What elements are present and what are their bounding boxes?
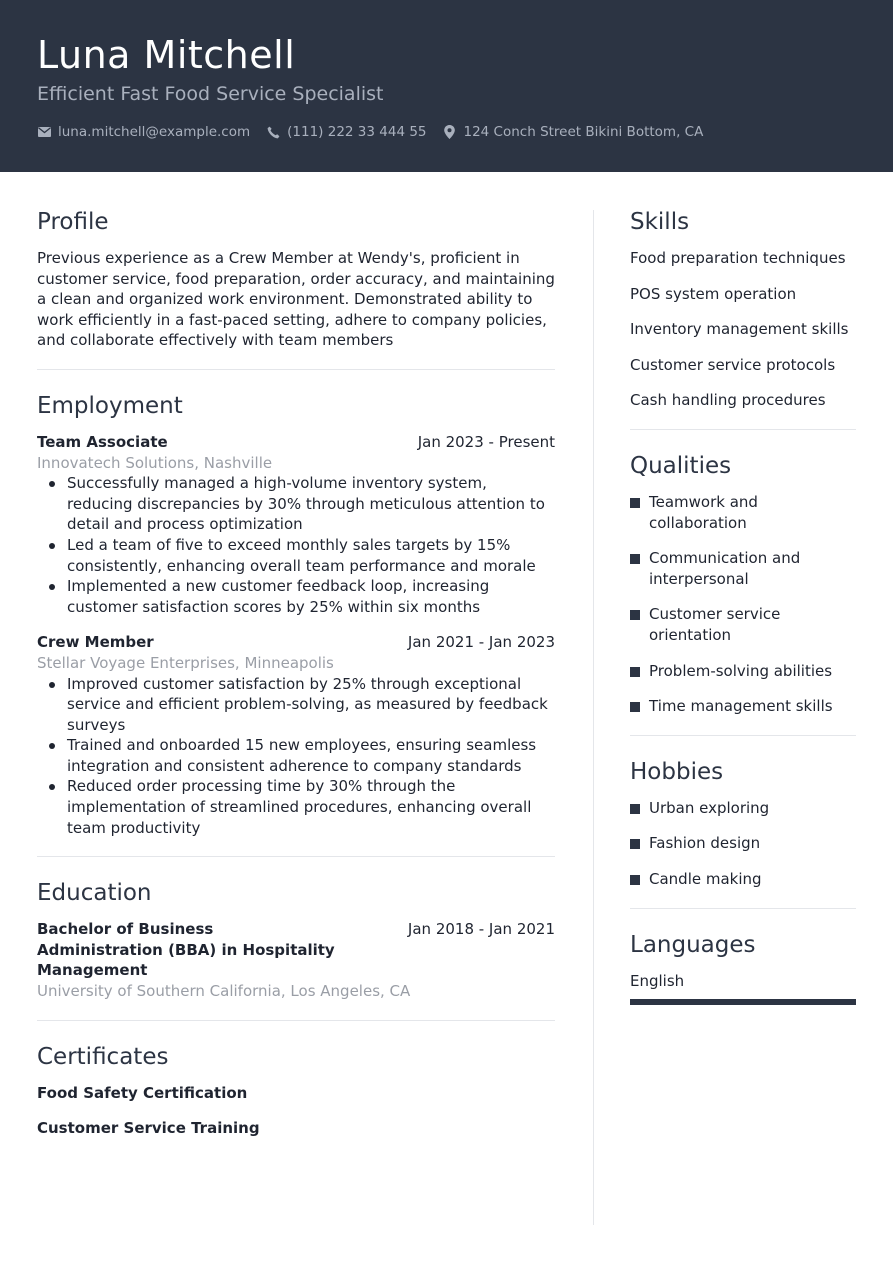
job-entry	[37, 432, 555, 617]
education-section	[37, 879, 555, 1001]
sidebar-column	[630, 208, 856, 1005]
employment-heading: Employment	[37, 392, 183, 419]
certificates-section	[37, 1043, 555, 1139]
phone-icon	[266, 125, 280, 139]
languages-heading: Languages	[630, 931, 756, 958]
qualities-section	[630, 452, 856, 717]
education-degree: Bachelor of Business Administration (BBA) in Hospitality Management	[37, 920, 335, 980]
skill-item: Customer service protocols	[630, 355, 836, 374]
job-entry	[37, 632, 555, 838]
quality-item: Problem-solving abilities	[630, 661, 856, 682]
profile-section	[37, 208, 555, 351]
quality-item: Time management skills	[630, 696, 856, 717]
job-bullets	[37, 674, 555, 839]
job-bullet: Reduced order processing time by 30% through the implementation of streamlined procedures, enhancing overall team productivity	[37, 776, 555, 838]
profile-heading: Profile	[37, 209, 109, 235]
employment-section	[37, 392, 555, 838]
language-level-bar	[630, 999, 856, 1005]
skill-item: Cash handling procedures	[630, 391, 826, 410]
section-divider	[37, 369, 555, 370]
language-name: English	[630, 971, 685, 990]
job-bullets	[37, 473, 555, 617]
job-company: Innovatech Solutions, Nashville	[37, 453, 273, 472]
job-bullet: Trained and onboarded 15 new employees, ensuring seamless integration and consistent adherence to company standards	[37, 735, 555, 776]
certificate-item: Food Safety Certification	[37, 1083, 248, 1102]
job-date: Jan 2023 - Present	[417, 432, 555, 451]
section-divider	[630, 429, 856, 430]
job-date: Jan 2021 - Jan 2023	[407, 633, 555, 652]
hobby-item: Candle making	[630, 869, 856, 890]
section-divider	[630, 908, 856, 909]
job-role: Team Associate	[37, 432, 168, 451]
column-divider	[593, 210, 594, 1225]
job-bullet: Successfully managed a high-volume inventory system, reducing discrepancies by 30% through meticulous attention to detail and process optimization	[37, 473, 555, 535]
job-bullet: Led a team of five to exceed monthly sales targets by 15% consistently, enhancing overall team performance and morale	[37, 535, 555, 576]
education-school: University of Southern California, Los Angeles, CA	[37, 982, 411, 1001]
job-header	[37, 632, 555, 653]
skills-heading: Skills	[630, 209, 690, 235]
job-header	[37, 432, 555, 453]
certificates-heading: Certificates	[37, 1043, 169, 1070]
contact-address[interactable]	[443, 124, 704, 140]
quality-item: Communication and interpersonal	[630, 548, 856, 589]
skill-item: POS system operation	[630, 284, 797, 303]
skill-item: Inventory management skills	[630, 320, 849, 339]
resume-header	[0, 0, 893, 172]
contact-email[interactable]	[37, 124, 250, 140]
quality-item: Customer service orientation	[630, 604, 856, 645]
envelope-icon	[37, 125, 51, 139]
hobby-item: Urban exploring	[630, 798, 856, 819]
hobby-item: Fashion design	[630, 833, 856, 854]
map-pin-icon	[443, 125, 457, 139]
education-heading: Education	[37, 880, 152, 907]
education-entry	[37, 919, 555, 1001]
hobbies-section	[630, 758, 856, 890]
section-divider	[37, 856, 555, 857]
contact-phone[interactable]	[266, 124, 426, 140]
section-divider	[37, 1020, 555, 1021]
profile-text: Previous experience as a Crew Member at Wendy's, proficient in customer service, food preparation, order accuracy, and maintaining a clean and organized work environment. Demonstrated ability to work efficiently in a fast-paced setting, adhere to company policies, and collaborate effectively with team members	[37, 249, 555, 350]
candidate-title: Efficient Fast Food Service Specialist	[37, 83, 384, 105]
languages-section	[630, 931, 856, 1006]
hobbies-heading: Hobbies	[630, 758, 724, 785]
qualities-heading: Qualities	[630, 452, 732, 479]
job-role: Crew Member	[37, 633, 154, 652]
job-bullet: Improved customer satisfaction by 25% through exceptional service and efficient problem-solving, as measured by feedback surveys	[37, 674, 555, 736]
skill-item: Food preparation techniques	[630, 249, 846, 267]
education-date: Jan 2018 - Jan 2021	[407, 920, 555, 939]
qualities-list	[630, 492, 856, 717]
candidate-name: Luna Mitchell	[37, 33, 296, 77]
contact-phone-text: (111) 222 33 444 55	[287, 124, 427, 140]
section-divider	[630, 735, 856, 736]
hobbies-list	[630, 798, 856, 890]
contact-email-text: luna.mitchell@example.com	[58, 124, 251, 140]
contact-address-text: 124 Conch Street Bikini Bottom, CA	[463, 124, 704, 140]
job-company: Stellar Voyage Enterprises, Minneapolis	[37, 653, 334, 672]
job-bullet: Implemented a new customer feedback loop, increasing customer satisfaction scores by 25% within six months	[37, 576, 555, 617]
skills-section	[630, 208, 856, 411]
main-column	[37, 208, 555, 1154]
certificate-item: Customer Service Training	[37, 1119, 260, 1138]
education-header	[37, 919, 555, 981]
contact-bar	[37, 124, 719, 140]
quality-item: Teamwork and collaboration	[630, 492, 856, 533]
